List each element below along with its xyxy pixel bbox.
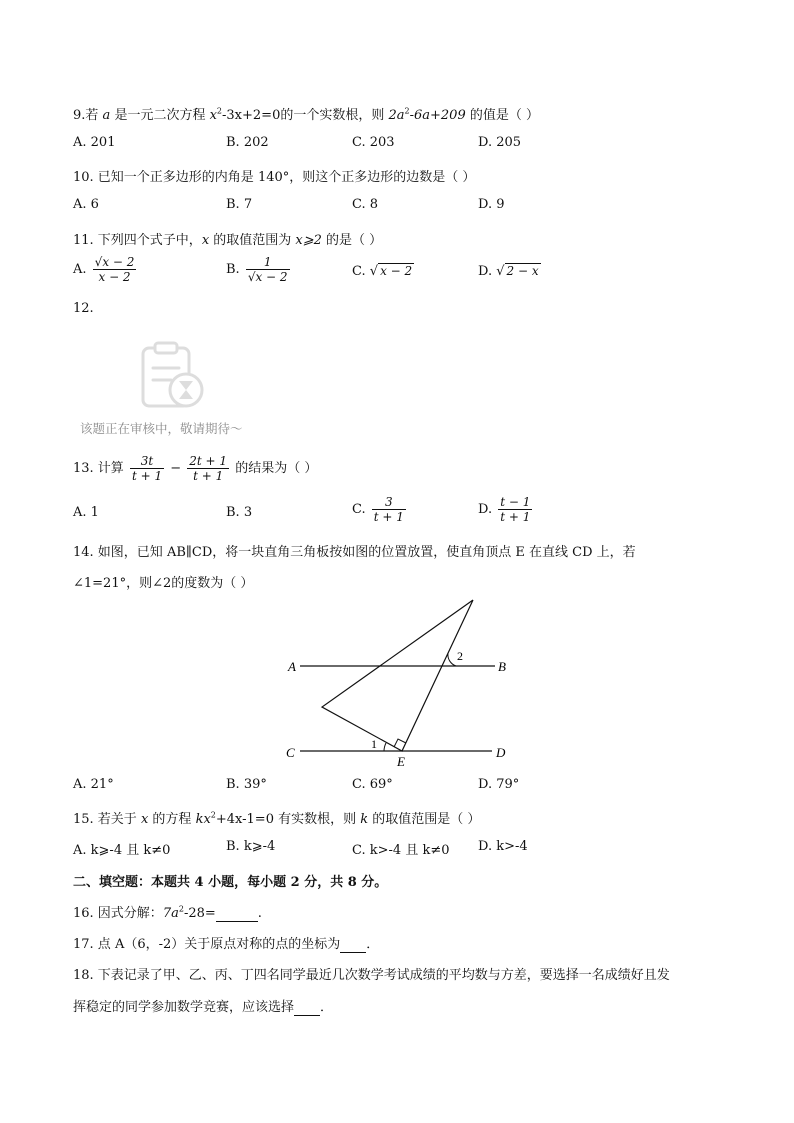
question-16: 16. 因式分解：$7a^2-28=$ . xyxy=(73,904,262,921)
fraction: $\frac{3t}{t + 1}$ xyxy=(131,454,163,483)
question-11: 11. 下列四个式子中，x 的取值范围为 x⩾2 的是（ ） xyxy=(73,233,383,248)
angle-1-arc xyxy=(384,743,386,751)
q14-option-b[interactable]: B. 39° xyxy=(226,777,267,792)
q14-option-d[interactable]: D. 79° xyxy=(478,777,520,792)
q13-option-c[interactable]: C. $\frac{3}{t + 1}$ xyxy=(352,495,404,524)
q14-option-c[interactable]: C. 69° xyxy=(352,777,393,792)
label-a: A xyxy=(288,659,296,674)
q15-option-c[interactable]: C. k>-4 且 k≠0 xyxy=(352,843,450,858)
question-14-line1: 14. 如图，已知 AB∥CD，将一块直角三角板按如图的位置放置，使直角顶点 E 在直线 CD 上，若 xyxy=(73,545,636,560)
label-e: E xyxy=(397,754,405,769)
triangle xyxy=(322,600,473,751)
question-12: 12. xyxy=(73,301,94,316)
geometry-figure xyxy=(280,595,520,770)
question-18-line1: 18. 下表记录了甲、乙、丙、丁四名同学最近几次数学考试成绩的平均数与方差，要选择一名成绩好且发 xyxy=(73,968,670,983)
question-13: 13. 计算 $\frac{3t}{t + 1}$ − $\frac{2t + 1}{t + 1}$ 的结果为（ ） xyxy=(73,454,318,483)
q9-option-a[interactable]: A. 201 xyxy=(73,135,116,150)
angle-2-arc xyxy=(448,653,456,666)
q13-option-a[interactable]: A. 1 xyxy=(73,505,99,520)
q9-option-c[interactable]: C. 203 xyxy=(352,135,395,150)
q9-option-d[interactable]: D. 205 xyxy=(478,135,522,150)
q13-option-d[interactable]: D. $\frac{t - 1}{t + 1}$ xyxy=(478,495,531,524)
answer-blank[interactable] xyxy=(294,1000,320,1016)
answer-blank[interactable] xyxy=(340,937,366,953)
sqrt-expression: √ 2 − x xyxy=(496,264,539,279)
question-17: 17. 点 A（6，-2）关于原点对称的点的坐标为 ． xyxy=(73,937,380,952)
q10-option-a[interactable]: A. 6 xyxy=(73,197,99,212)
sqrt-expression: √ x − 2 xyxy=(369,264,413,279)
label-b: B xyxy=(498,659,506,674)
answer-blank[interactable] xyxy=(216,906,258,922)
fraction: $\frac{√x - 2}{x - 2}$ xyxy=(94,255,135,284)
q9-option-b[interactable]: B. 202 xyxy=(226,135,269,150)
clipboard-hourglass-icon xyxy=(139,340,209,412)
fraction: $\frac{3}{t + 1}$ xyxy=(373,495,404,524)
label-angle-2: 2 xyxy=(457,649,463,663)
label-d: D xyxy=(496,745,506,760)
fraction: $\frac{1}{√x - 2}$ xyxy=(247,255,288,284)
fraction: $\frac{t - 1}{t + 1}$ xyxy=(500,495,531,524)
q14-option-a[interactable]: A. 21° xyxy=(73,777,114,792)
question-10: 10. 已知一个正多边形的内角是 140°，则这个正多边形的边数是（ ） xyxy=(73,170,476,185)
section-heading: 二、填空题：本题共 4 小题，每小题 2 分，共 8 分。 xyxy=(73,875,388,890)
q10-option-b[interactable]: B. 7 xyxy=(226,197,253,212)
q15-option-a[interactable]: A. k⩾-4 且 k≠0 xyxy=(73,843,171,858)
question-15: 15. 若关于 x 的方程 $kx^2+4x-1=0$ 有实数根，则 k 的取值范围是（ ） xyxy=(73,810,481,827)
label-angle-1: 1 xyxy=(371,737,377,751)
q10-option-d[interactable]: D. 9 xyxy=(478,197,505,212)
label-c: C xyxy=(286,745,295,760)
question-9: 9.若 a 是一元二次方程 $x^2-3x+2=0$的一个实数根，则 $2a^2-6a+209$ 的值是（ ） xyxy=(73,106,539,123)
q13-option-b[interactable]: B. 3 xyxy=(226,505,253,520)
q11-option-a[interactable]: A. $\frac{√x - 2}{x - 2}$ xyxy=(73,255,135,284)
fraction: $\frac{2t + 1}{t + 1}$ xyxy=(189,454,228,483)
q15-option-b[interactable]: B. k⩾-4 xyxy=(226,839,276,854)
review-pending-text: 该题正在审核中，敬请期待～ xyxy=(80,421,243,436)
q11-option-d[interactable]: D. √ 2 − x xyxy=(478,264,539,279)
question-14-line2: ∠1=21°，则∠2的度数为（ ） xyxy=(73,576,254,591)
q10-option-c[interactable]: C. 8 xyxy=(352,197,379,212)
q11-option-b[interactable]: B. $\frac{1}{√x - 2}$ xyxy=(226,255,288,284)
q15-option-d[interactable]: D. k>-4 xyxy=(478,839,528,854)
question-18-line2: 挥稳定的同学参加数学竞赛，应该选择 ． xyxy=(73,1000,334,1015)
q11-option-c[interactable]: C. √ x − 2 xyxy=(352,264,413,279)
